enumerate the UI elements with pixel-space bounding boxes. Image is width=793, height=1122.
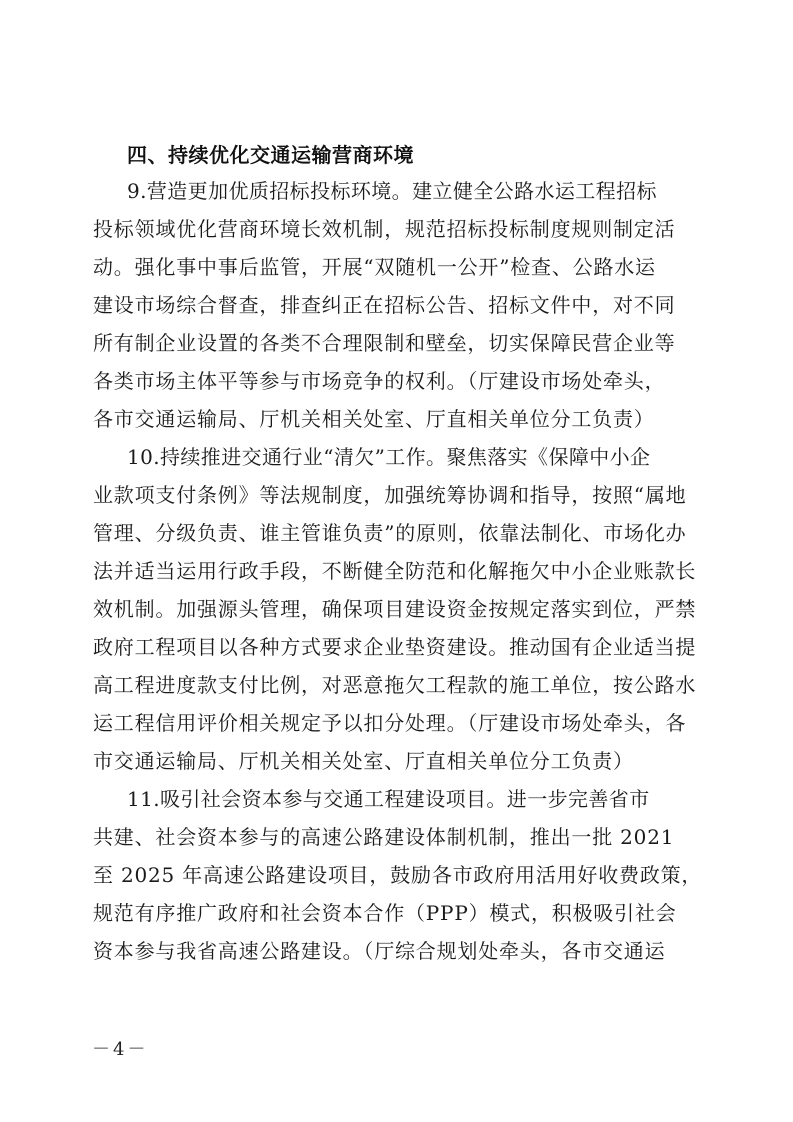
paragraph-line: 至 2025 年高速公路建设项目，鼓励各市政府用活用好收费政策， xyxy=(93,863,703,887)
paragraph-line: 各类市场主体平等参与市场竞争的权利。（厅建设市场处牵头， xyxy=(93,369,666,393)
paragraph-line: 高工程进度款支付比例，对恶意拖欠工程款的施工单位，按公路水 xyxy=(93,673,697,697)
paragraph-line: 投标领域优化营商环境长效机制，规范招标投标制度规则制定活 xyxy=(93,217,676,241)
paragraph-line: 效机制。加强源头管理，确保项目建设资金按规定落实到位，严禁 xyxy=(93,597,697,621)
section-heading: 四、持续优化交通运输营商环境 xyxy=(127,143,414,167)
paragraph-line: 11.吸引社会资本参与交通工程建设项目。进一步完善省市 xyxy=(127,787,650,811)
paragraph-line: 资本参与我省高速公路建设。（厅综合规划处牵头，各市交通运 xyxy=(93,939,666,963)
paragraph-line: 建设市场综合督查，排查纠正在招标公告、招标文件中，对不同 xyxy=(93,293,676,317)
paragraph-line: 共建、社会资本参与的高速公路建设体制机制，推出一批 2021 xyxy=(93,825,675,849)
paragraph-line: 规范有序推广政府和社会资本合作（PPP）模式，积极吸引社会 xyxy=(93,901,677,925)
paragraph-line: 运工程信用评价相关规定予以扣分处理。（厅建设市场处牵头，各 xyxy=(93,711,687,735)
paragraph-line: 10.持续推进交通行业“清欠”工作。聚焦落实《保障中小企 xyxy=(127,445,651,469)
paragraph-line: 市交通运输局、厅机关相关处室、厅直相关单位分工负责） xyxy=(93,749,634,773)
page-number: －4－ xyxy=(92,1039,149,1060)
paragraph-line: 9.营造更加优质招标投标环境。建立健全公路水运工程招标 xyxy=(127,179,657,203)
paragraph-line: 政府工程项目以各种方式要求企业垫资建设。推动国有企业适当提 xyxy=(93,635,697,659)
paragraph-line: 各市交通运输局、厅机关相关处室、厅直相关单位分工负责） xyxy=(93,407,655,431)
paragraph-line: 所有制企业设置的各类不合理限制和壁垒，切实保障民营企业等 xyxy=(93,331,676,355)
paragraph-line: 管理、分级负责、谁主管谁负责”的原则，依靠法制化、市场化办 xyxy=(93,521,687,545)
paragraph-line: 业款项支付条例》等法规制度，加强统筹协调和指导，按照“属地 xyxy=(93,483,687,507)
paragraph-line: 法并适当运用行政手段，不断健全防范和化解拖欠中小企业账款长 xyxy=(93,559,697,583)
paragraph-line: 动。强化事中事后监管，开展“双随机一公开”检查、公路水运 xyxy=(93,255,656,279)
